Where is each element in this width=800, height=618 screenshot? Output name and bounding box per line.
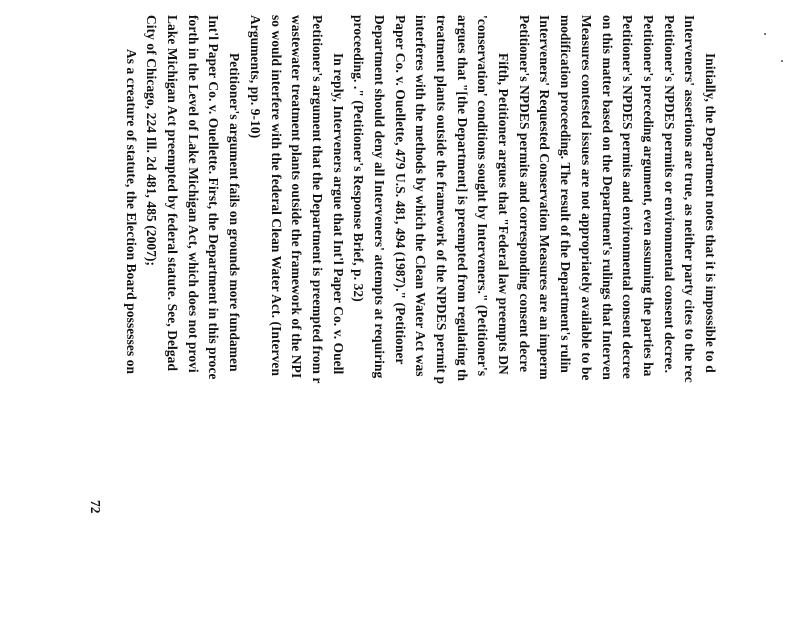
text-line: Interveners' Requested Conservation Measures are an imperm: [537, 15, 553, 380]
text-line: Petitioner's NPDES permits and corresponding consent decre: [516, 15, 532, 373]
text-line: Petitioner's argument fails on grounds more fundamen: [227, 53, 243, 372]
text-line: interferes with the methods by which the Clean Water Act was: [413, 15, 429, 377]
text-line: Arguments, pp. 9-10): [247, 15, 263, 139]
scan-speck: [781, 60, 783, 62]
text-line: treatment plants outside the framework of the NPDES permit p: [434, 15, 450, 385]
text-line: Department should deny all Interveners' attempts at requiring: [372, 15, 387, 379]
text-line: forth in the Level of Lake Michigan Act, which does not provi: [185, 15, 201, 373]
text-line: proceeding. ." (Petitioner's Response Brief, p. 32): [351, 15, 367, 302]
text-line: Lake Michigan Act preempted by federal statute. See, Delgad: [165, 15, 181, 371]
scan-speck: [764, 33, 766, 35]
page-number: 72: [88, 500, 103, 514]
text-line: Initially, the Department notes that it is impossible to d: [703, 53, 718, 373]
text-line: modification proceeding. The result of the Department's rulin: [558, 15, 574, 373]
text-line: As a creature of statute, the Election Board possesses on: [123, 49, 139, 375]
text-line: so would interfere with the federal Clean Water Act. (Interven: [268, 15, 284, 376]
rotated-text-block: [100, 15, 720, 618]
text-line: 'conservation' conditions sought by Interveners." (Petitioner's: [475, 15, 491, 377]
text-line: Petitioner's NPDES permits or environmental consent decree.: [661, 15, 677, 374]
text-line: Petitioner's argument that the Department is preempted from r: [309, 15, 325, 384]
text-line: Fifth, Petitioner argues that "Federal law preempts DN: [496, 53, 512, 375]
text-line: Petitioner's NPDES permits and environmental consent decree: [620, 15, 636, 379]
text-line: argues that "[the Department] is preempted from regulating th: [454, 15, 470, 382]
text-line: Measures contested issues are not appropriately available to be: [578, 15, 594, 381]
text-line: In reply, Interveners argue that Int'l Paper Co. v. Ouell: [330, 53, 346, 375]
text-line: wastewater treatment plants outside the framework of the NPI: [289, 15, 305, 379]
text-line: Paper Co. v. Ouellette, 479 U.S. 481, 494 (1987)." (Petitioner: [392, 15, 408, 365]
text-line: on this matter based on the Department's rulings that Interven: [599, 15, 615, 380]
text-line: Interveners' assertions are true, as neither party cites to the rec: [682, 15, 698, 383]
text-line: Int'l Paper Co. v. Ouellette. First, the Department in this proce: [206, 15, 222, 380]
text-line: Petitioner's preceding argument, even assuming the parties ha: [640, 15, 656, 377]
text-line: City of Chicago, 224 Ill. 2d 481, 485 (2007);: [144, 15, 160, 267]
